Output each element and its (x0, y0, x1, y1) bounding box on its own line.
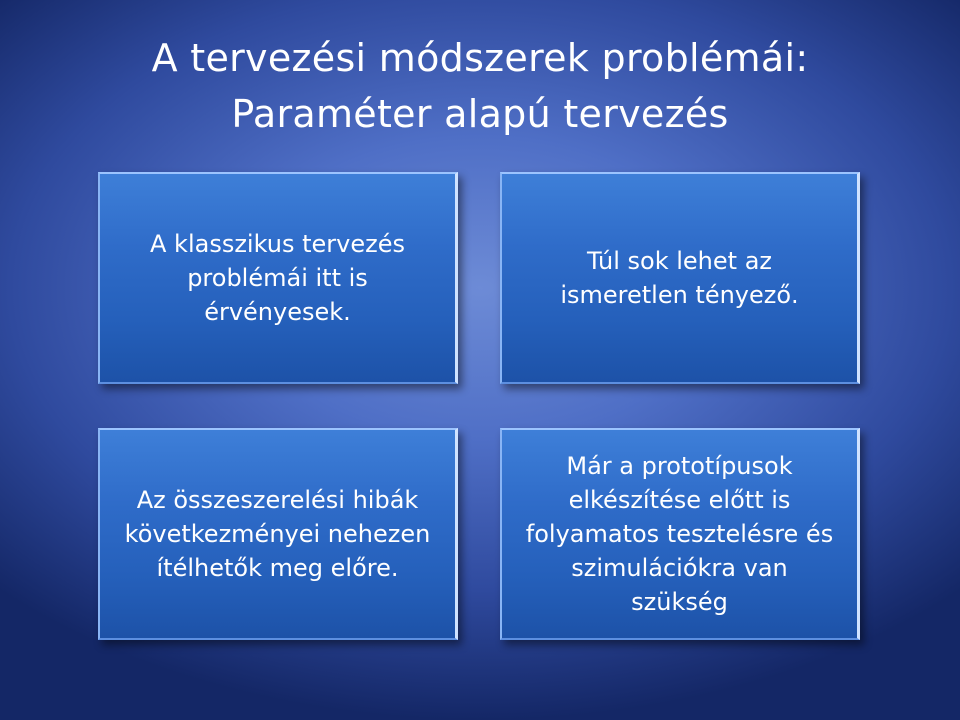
box-text: Az összeszerelési hibák következményei nehezen ítélhetők meg előre. (124, 486, 431, 582)
box-text: A klasszikus tervezés problémái itt is érvényesek. (150, 230, 405, 326)
box-text: Már a prototípusok elkészítése előtt is folyamatos tesztelésre és szimulációkra van szükség (525, 452, 834, 616)
content-box-testing-simulation (500, 428, 860, 640)
content-box-unknown-factors (500, 172, 860, 384)
title-line-1: A tervezési módszerek problémái: (151, 36, 809, 80)
title-line-2: Paraméter alapú tervezés (231, 92, 729, 136)
content-box-assembly-errors (98, 428, 458, 640)
content-box-classic-problems (98, 172, 458, 384)
slide-title (40, 30, 920, 142)
box-text: Túl sok lehet az ismeretlen tényező. (560, 247, 799, 309)
